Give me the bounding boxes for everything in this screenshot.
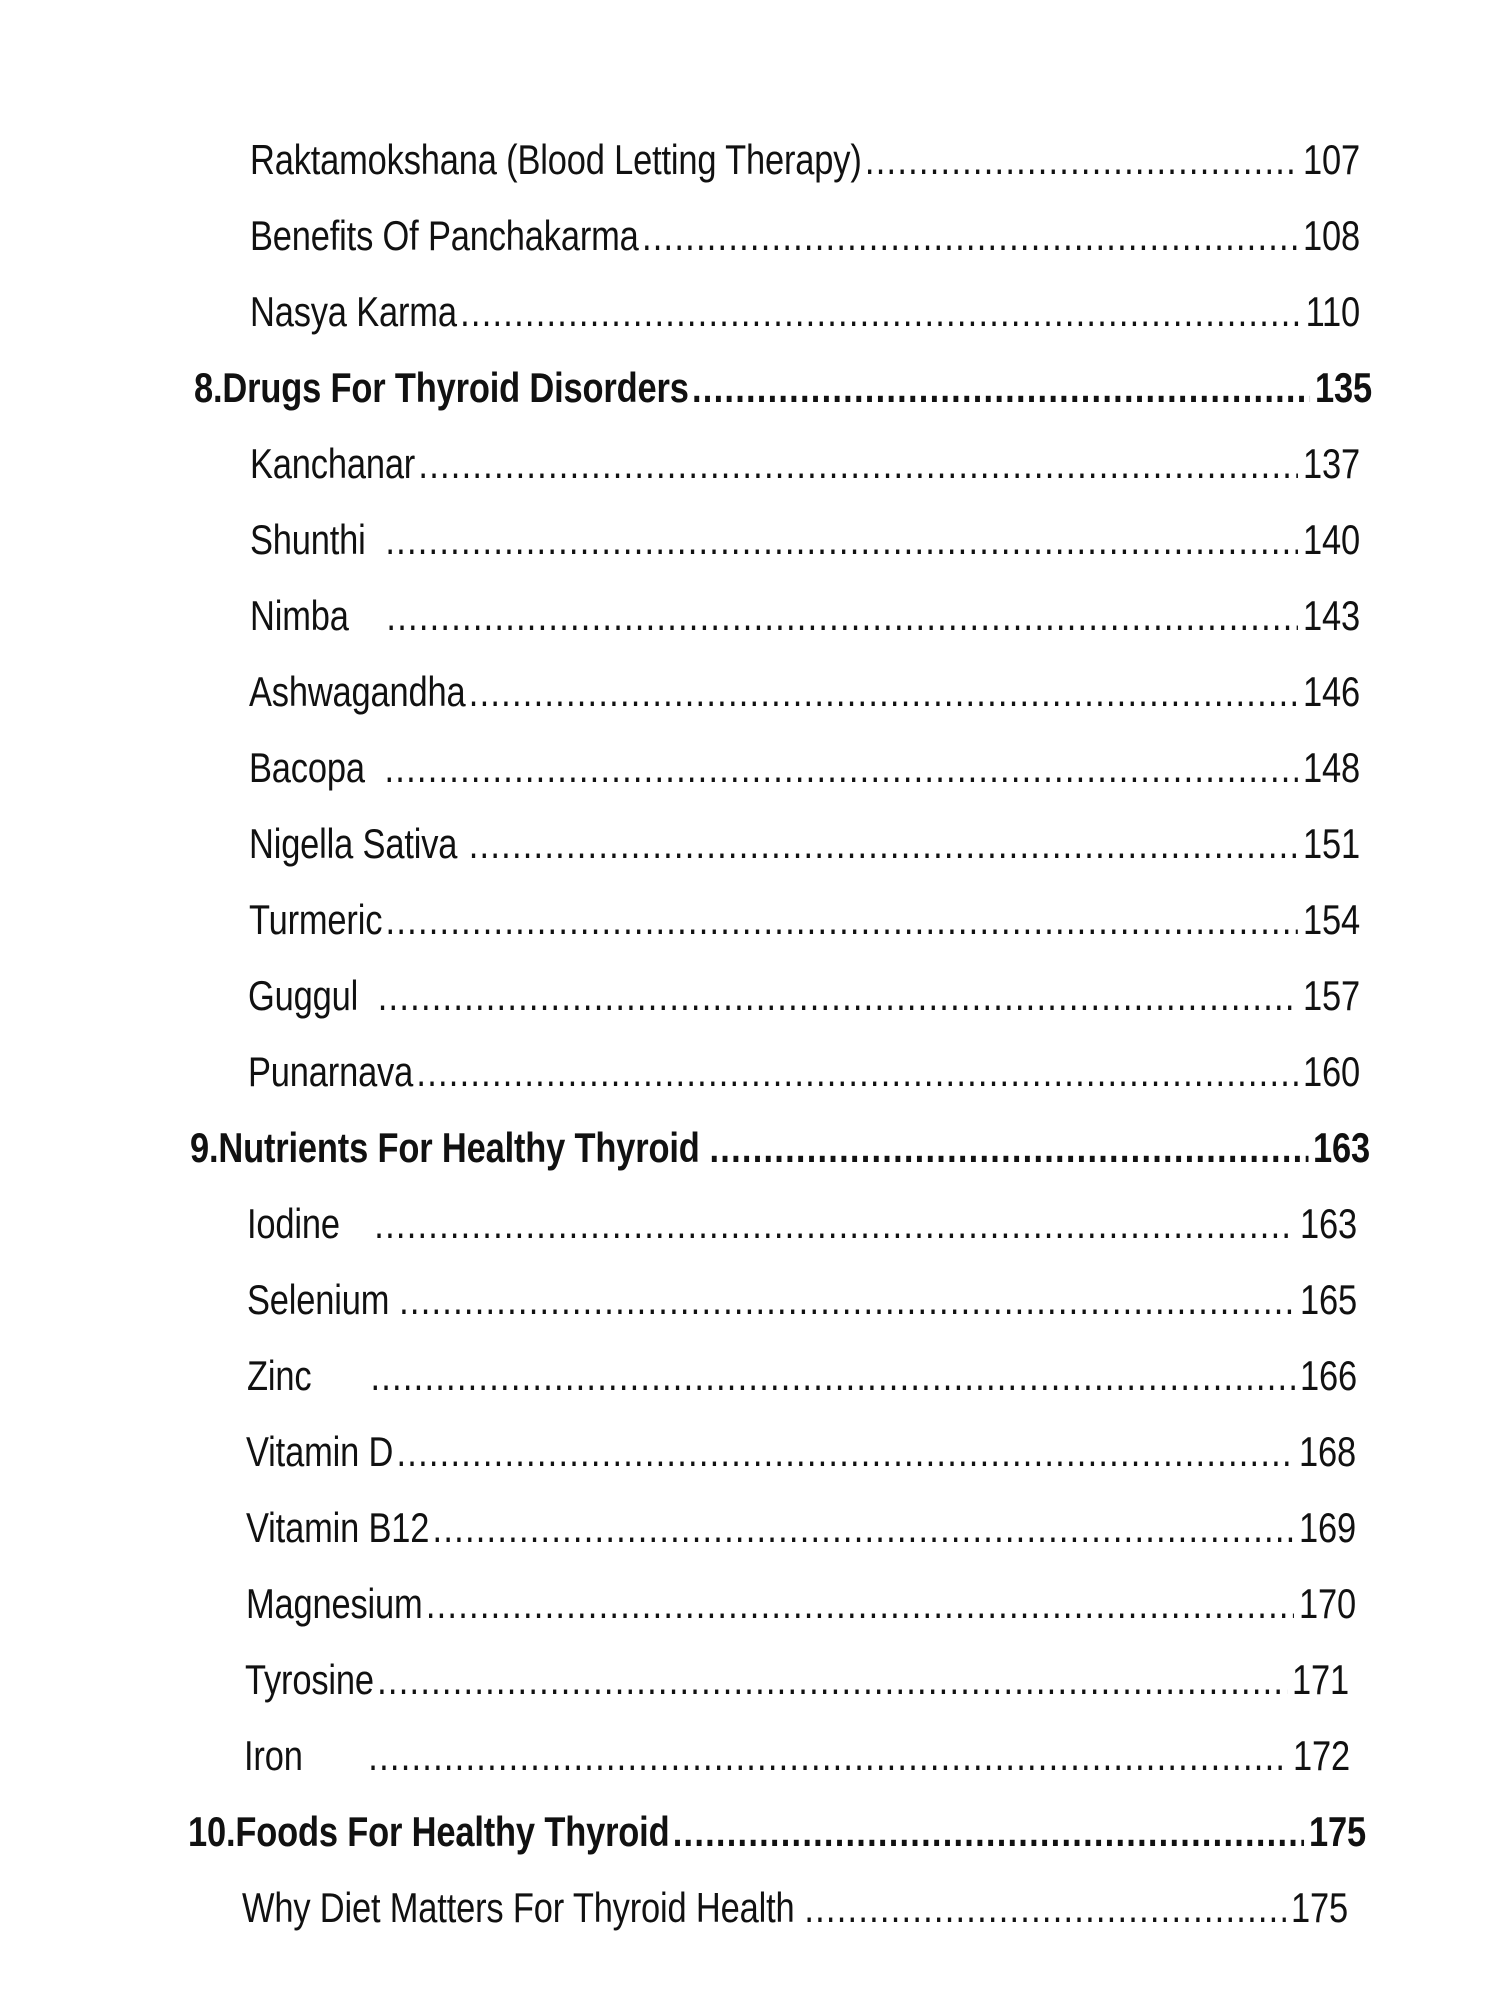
toc-entry-title: Ashwagandha [249, 668, 466, 715]
toc-entry[interactable] [247, 1192, 1357, 1256]
toc-entry[interactable] [246, 1572, 1356, 1636]
toc-entry-page: 160 [1303, 1048, 1360, 1095]
toc-entry-title: Bacopa [249, 744, 365, 791]
toc-entry-page: 154 [1303, 896, 1360, 943]
toc-entry-page: 140 [1303, 516, 1360, 563]
dot-leader [460, 280, 1301, 344]
dot-leader [385, 508, 1298, 572]
toc-entry-title: Vitamin B12 [246, 1504, 430, 1551]
toc-entry-title: Iodine [247, 1200, 340, 1247]
toc-entry[interactable] [248, 1040, 1360, 1104]
toc-entry-title: Selenium [247, 1276, 390, 1323]
toc-entry[interactable] [242, 1876, 1348, 1940]
dot-leader [370, 1344, 1295, 1408]
toc-entry-title: Kanchanar [250, 440, 416, 487]
toc-entry-page: 107 [1303, 136, 1360, 183]
toc-entry[interactable] [248, 964, 1360, 1028]
toc-entry-title: Nasya Karma [250, 288, 457, 335]
dot-leader [374, 1192, 1295, 1256]
dot-leader [469, 660, 1298, 724]
dot-leader [426, 1572, 1294, 1636]
dot-leader [368, 1724, 1288, 1788]
dot-leader [378, 964, 1298, 1028]
toc-entry[interactable] [249, 736, 1360, 800]
dot-leader [642, 204, 1298, 268]
toc-entry[interactable] [247, 1268, 1357, 1332]
dot-leader [865, 128, 1298, 192]
toc-entry[interactable] [249, 660, 1360, 724]
toc-entry[interactable] [249, 888, 1360, 952]
toc-chapter-title: 9.Nutrients For Healthy Thyroid [190, 1124, 700, 1171]
toc-entry-title: Guggul [248, 972, 359, 1019]
toc-entry-page: 175 [1291, 1884, 1348, 1931]
dot-leader [433, 1496, 1295, 1560]
toc-entry-title: Tyrosine [245, 1656, 374, 1703]
toc-entry-title: Iron [244, 1732, 303, 1779]
toc-entry-page: 172 [1293, 1732, 1350, 1779]
toc-entry[interactable] [247, 1344, 1357, 1408]
dot-leader [396, 1420, 1294, 1484]
toc-entry[interactable] [246, 1496, 1356, 1560]
toc-chapter-page: 163 [1313, 1124, 1370, 1171]
dot-leader [710, 1116, 1309, 1180]
toc-entry[interactable] [250, 584, 1360, 648]
toc-entry-page: 165 [1300, 1276, 1357, 1323]
dot-leader [416, 1040, 1298, 1104]
toc-chapter-page: 175 [1309, 1808, 1366, 1855]
toc-entry[interactable] [246, 1420, 1356, 1484]
toc-entry-title: Turmeric [249, 896, 383, 943]
dot-leader [377, 1648, 1287, 1712]
toc-entry-page: 148 [1303, 744, 1360, 791]
toc-entry[interactable] [250, 508, 1360, 572]
toc-entry-title: Punarnava [248, 1048, 414, 1095]
toc-entry-page: 157 [1303, 972, 1360, 1019]
toc-entry-title: Vitamin D [246, 1428, 394, 1475]
toc-entry-page: 170 [1299, 1580, 1356, 1627]
dot-leader [386, 888, 1299, 952]
toc-entry-page: 171 [1292, 1656, 1349, 1703]
toc-entry[interactable] [250, 280, 1360, 344]
toc-entry-title: Shunthi [250, 516, 366, 563]
toc-entry[interactable] [250, 432, 1360, 496]
dot-leader [385, 736, 1299, 800]
toc-chapter-entry[interactable] [188, 1800, 1366, 1864]
dot-leader [399, 1268, 1295, 1332]
toc-chapter-entry[interactable] [190, 1116, 1370, 1180]
toc-entry-page: 151 [1303, 820, 1360, 867]
dot-leader [673, 1800, 1304, 1864]
dot-leader [804, 1876, 1286, 1940]
dot-leader [692, 356, 1310, 420]
toc-entry-page: 110 [1305, 288, 1360, 335]
toc-entry-title: Why Diet Matters For Thyroid Health [242, 1884, 795, 1931]
dot-leader [386, 584, 1298, 648]
toc-entry-page: 168 [1299, 1428, 1356, 1475]
toc-chapter-entry[interactable] [194, 356, 1372, 420]
toc-entry-title: Magnesium [246, 1580, 423, 1627]
toc-entry-title: Benefits Of Panchakarma [250, 212, 639, 259]
toc-entry-title: Nimba [250, 592, 349, 639]
toc-entry-title: Zinc [247, 1352, 312, 1399]
toc-chapter-page: 135 [1315, 364, 1372, 411]
toc-entry[interactable] [250, 204, 1360, 268]
toc-entry-page: 108 [1303, 212, 1360, 259]
toc-entry-page: 169 [1299, 1504, 1356, 1551]
toc-entry-page: 146 [1303, 668, 1360, 715]
toc-chapter-title: 8.Drugs For Thyroid Disorders [194, 364, 689, 411]
toc-entry-page: 137 [1303, 440, 1360, 487]
toc-entry-page: 143 [1303, 592, 1360, 639]
toc-entry-page: 163 [1300, 1200, 1357, 1247]
toc-chapter-title: 10.Foods For Healthy Thyroid [188, 1808, 670, 1855]
toc-entry-page: 166 [1300, 1352, 1357, 1399]
toc-entry[interactable] [249, 812, 1360, 876]
dot-leader [469, 812, 1298, 876]
toc-entry[interactable] [244, 1724, 1350, 1788]
toc-entry-title: Raktamokshana (Blood Letting Therapy) [250, 136, 862, 183]
toc-entry-title: Nigella Sativa [249, 820, 458, 867]
dot-leader [418, 432, 1298, 496]
toc-entry[interactable] [250, 128, 1360, 192]
toc-entry[interactable] [245, 1648, 1349, 1712]
